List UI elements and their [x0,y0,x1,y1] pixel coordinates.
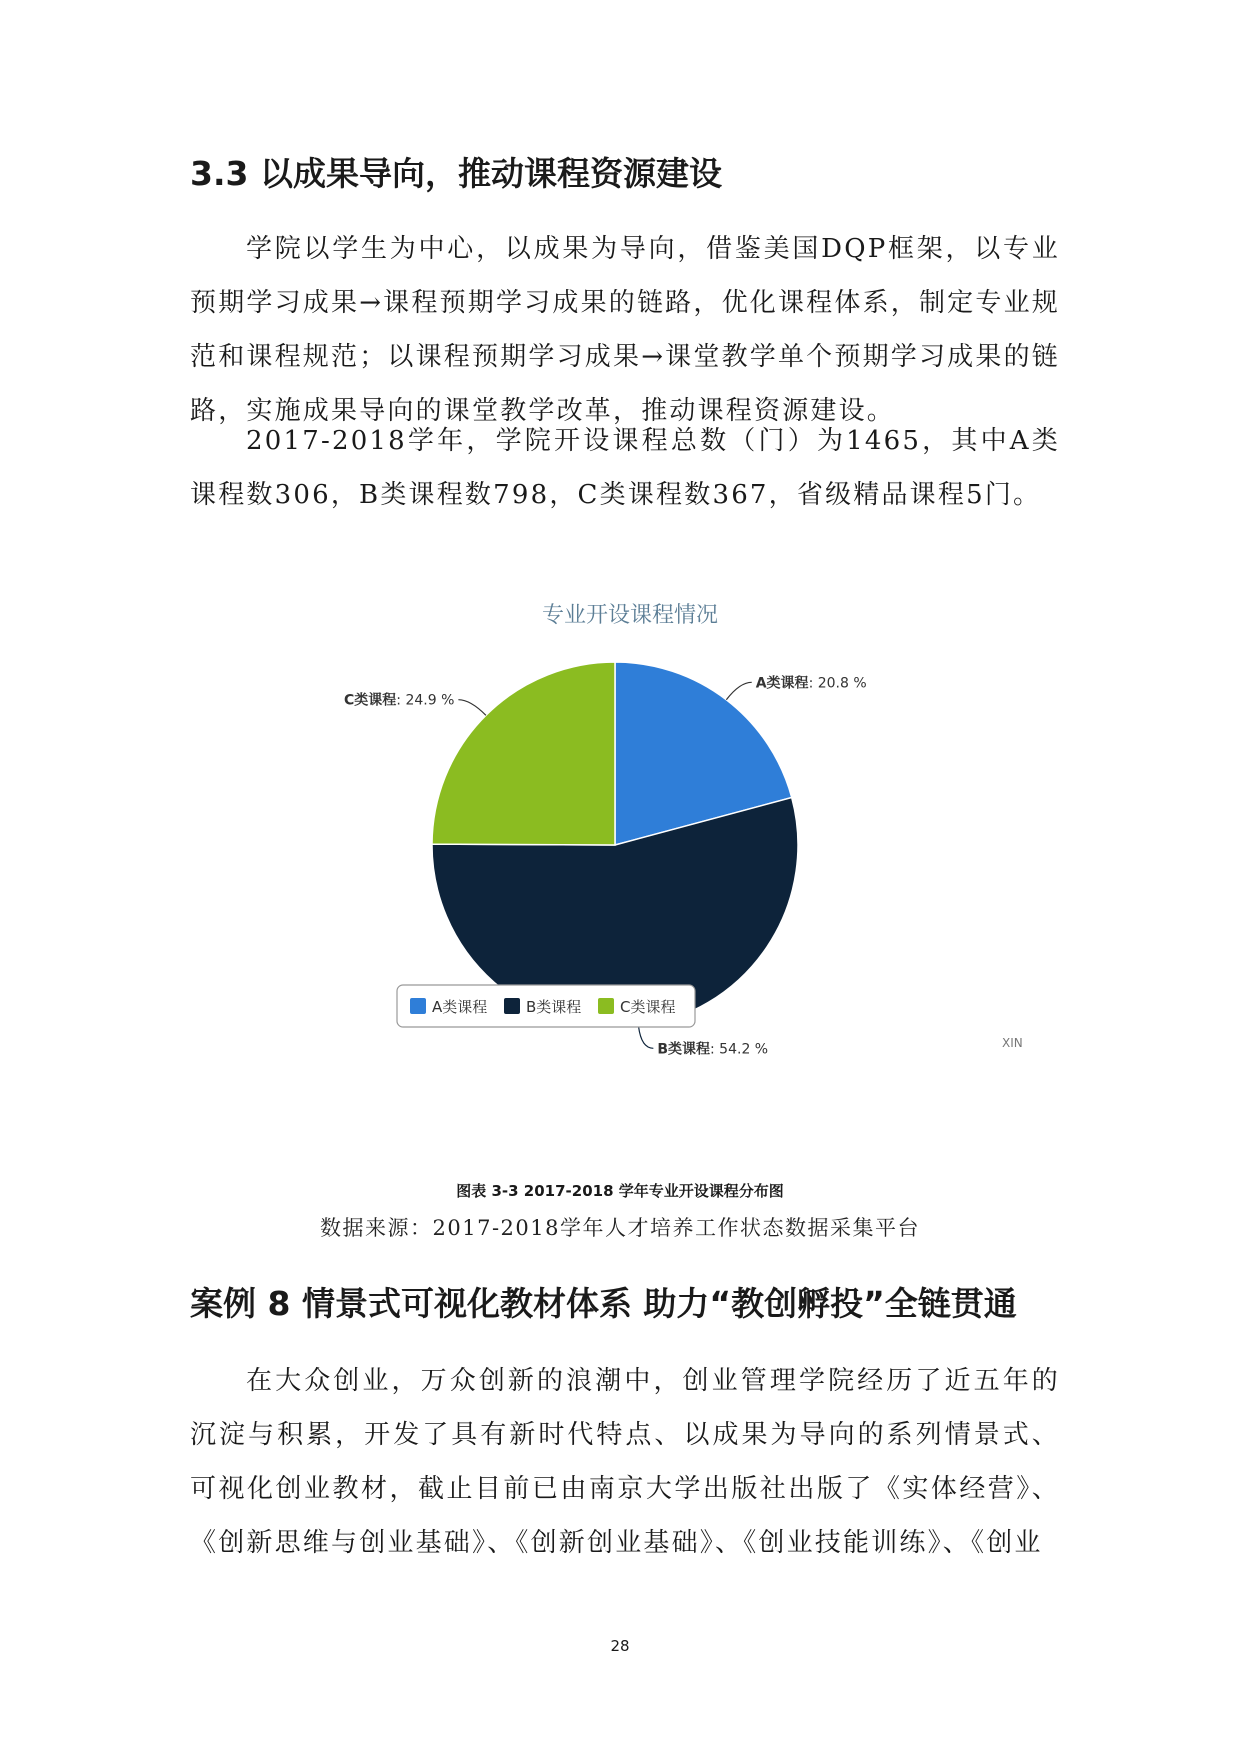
pie-slice [432,662,615,845]
case-heading: 案例 8 情景式可视化教材体系 助力“教创孵投”全链贯通 [190,1284,1017,1323]
chart-title: 专业开设课程情况 [541,603,718,628]
body-paragraph: 在大众创业，万众创新的浪潮中，创业管理学院经历了近五年的沉淀与积累，开发了具有新时代特点、以成果为导向的系列情景式、可视化创业教材，截止目前已由南京大学出版社出版了《实体经营》、《创新思维与创业基础》、《创新创业基础》、《创业技能训练》、《创业 [190,1366,1060,1558]
chart-credit: XIN [1002,1036,1023,1050]
page-number: 28 [610,1637,630,1655]
data-label-connector [639,1026,654,1048]
figure-caption: 图表 3-3 2017-2018 学年专业开设课程分布图 [456,1182,784,1200]
data-label-connector [458,700,486,716]
body-paragraph: 学院以学生为中心，以成果为导向，借鉴美国DQP框架，以专业预期学习成果→课程预期学习成果的链路，优化课程体系，制定专业规范和课程规范；以课程预期学习成果→课堂教学单个预期学习成果的链路，实施成果导向的课堂教学改革，推动课程资源建设。 [190,234,1060,426]
pie-chart [344,590,1040,1170]
legend-label: A类课程 [432,998,488,1016]
legend-label: C类课程 [620,998,676,1016]
section-heading: 3.3 以成果导向，推动课程资源建设 [190,154,722,193]
data-label-connector [726,682,751,699]
legend-swatch [504,998,520,1014]
figure-source: 数据来源：2017-2018学年人才培养工作状态数据采集平台 [320,1216,920,1240]
legend-swatch [410,998,426,1014]
data-label: C类课程: 24.9 % [344,692,455,709]
legend-label: B类课程 [526,998,582,1016]
body-paragraph: 2017-2018学年，学院开设课程总数（门）为1465，其中A类课程数306，B类课程数798，C类课程数367，省级精品课程5门。 [190,426,1060,510]
data-label: B类课程: 54.2 % [657,1041,769,1058]
data-label: A类课程: 20.8 % [755,675,867,692]
legend-swatch [598,998,614,1014]
chart-legend [396,984,696,1028]
